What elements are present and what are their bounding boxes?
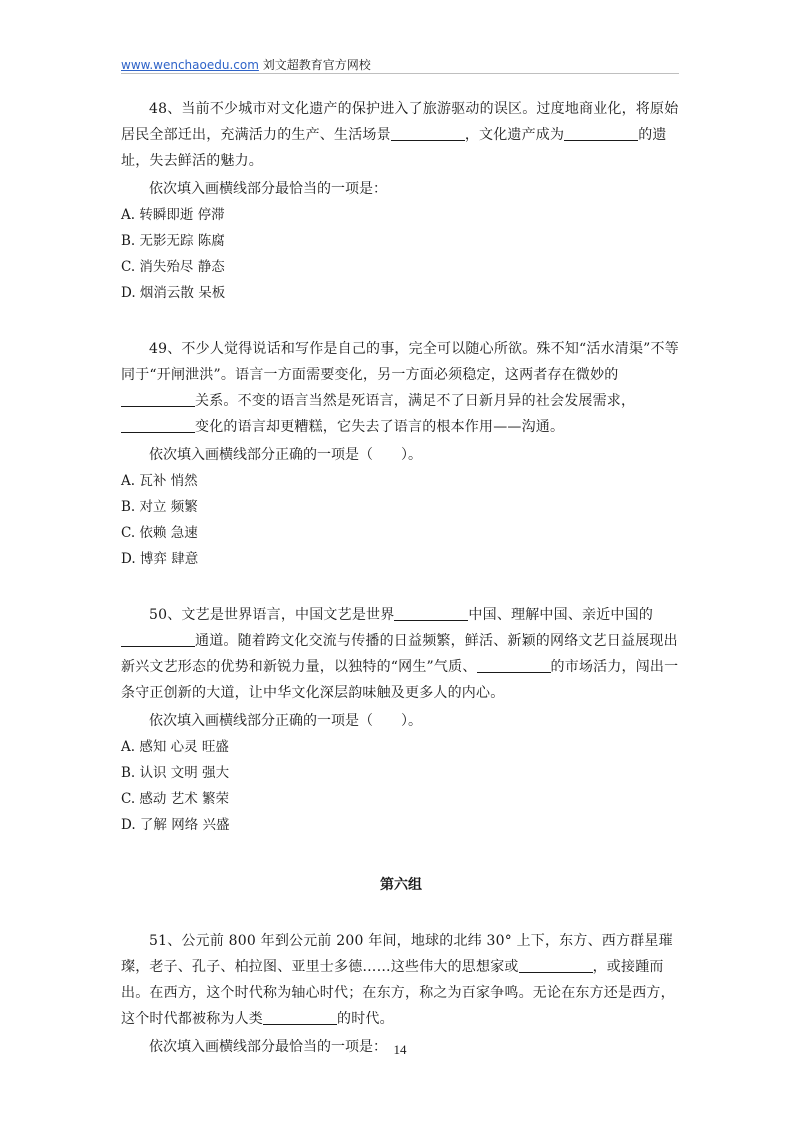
question-51-text-3: 的时代。: [337, 1011, 394, 1027]
question-49-option-b: B. 对立 频繁: [121, 499, 198, 515]
question-48-option-b: B. 无影无踪 陈腐: [121, 233, 225, 249]
question-50-text-1: 50、文艺是世界语言，中国文艺是世界: [149, 607, 395, 623]
question-48-option-c: C. 消失殆尽 静态: [121, 259, 225, 275]
question-49-text-2: 关系。不变的语言当然是死语言，满足不了日新月异的社会发展需求，: [195, 393, 636, 409]
question-51-blank-1: [519, 958, 593, 973]
question-50-text-2: 中国、理解中国、亲近中国的: [468, 607, 654, 623]
question-48-text-2: ，文化遗产成为: [464, 127, 565, 143]
question-49-text-3: 变化的语言却更糟糕，它失去了语言的根本作用——沟通。: [195, 419, 565, 435]
question-49-blank-2: [121, 418, 195, 433]
question-50-stem: [121, 602, 681, 706]
page-content: [121, 96, 681, 1060]
question-50-option-d: D. 了解 网络 兴盛: [121, 817, 230, 833]
question-51-blank-2: [263, 1010, 337, 1025]
question-50-option-c: C. 感动 艺术 繁荣: [121, 791, 230, 807]
question-50-instruction: 依次填入画横线部分正确的一项是（ ）。: [149, 713, 422, 729]
spacer: [121, 306, 681, 336]
question-48-text-3: 的遗址，失去鲜活的魅力。: [121, 127, 667, 169]
question-49-text-1: 49、不少人觉得说话和写作是自己的事，完全可以随心所欲。殊不知“活水清渠”不等同于“开闸泄洪”。语言一方面需要变化，另一方面必须稳定，这两者存在微妙的: [121, 341, 679, 383]
question-48-option-d: D. 烟消云散 呆板: [121, 285, 226, 301]
question-49-stem: [121, 336, 681, 440]
question-51-stem: [121, 928, 681, 1032]
section-title: 第六组: [380, 877, 422, 893]
question-49: [121, 336, 681, 572]
question-50-blank-2: [121, 632, 195, 647]
page-number: 14: [393, 1042, 407, 1057]
question-48-option-a: A. 转瞬即逝 停滞: [121, 207, 225, 223]
question-48-instruction: 依次填入画横线部分最恰当的一项是：: [149, 181, 387, 197]
question-49-blank-1: [121, 392, 195, 407]
question-49-option-d: D. 博弈 肆意: [121, 551, 199, 567]
question-50: [121, 602, 681, 838]
question-51: [121, 928, 681, 1060]
question-49-option-c: C. 依赖 急速: [121, 525, 198, 541]
question-50-option-a: A. 感知 心灵 旺盛: [121, 739, 229, 755]
question-49-instruction: 依次填入画横线部分正确的一项是（ ）。: [149, 447, 422, 463]
question-49-option-a: A. 瓦补 悄然: [121, 473, 198, 489]
question-48-blank-1: [391, 126, 465, 141]
header-org-name: 刘文超教育官方网校: [262, 58, 371, 72]
header-url-link[interactable]: www.wenchaoedu.com: [121, 58, 259, 72]
question-50-option-b: B. 认识 文明 强大: [121, 765, 230, 781]
question-50-blank-3: [477, 658, 551, 673]
question-51-text-2: ，或接踵而出。在西方，这个时代称为轴心时代；在东方，称之为百家争鸣。无论在东方还是西方，这个时代都被称为人类: [121, 959, 675, 1027]
question-51-instruction: 依次填入画横线部分最恰当的一项是：: [149, 1039, 387, 1055]
question-50-text-4: 的市场活力，闯出一条守正创新的大道，让中华文化深层韵味触及更多人的内心。: [121, 659, 679, 701]
header-divider: [121, 73, 679, 74]
question-48-blank-2: [564, 126, 638, 141]
page-header: [121, 56, 371, 73]
question-48: [121, 96, 681, 306]
question-48-stem: [121, 96, 681, 174]
question-50-blank-1: [394, 606, 468, 621]
question-50-text-3: 通道。随着跨文化交流与传播的日益频繁，鲜活、新颖的网络文艺日益展现出新兴文艺形态的优势和新锐力量，以独特的“网生”气质、: [121, 633, 678, 675]
question-48-text-1: 48、当前不少城市对文化遗产的保护进入了旅游驱动的误区。过度地商业化，将原始居民全部迁出，充满活力的生产、生活场景: [121, 101, 679, 143]
question-51-text-1: 51、公元前 800 年到公元前 200 年间，地球的北纬 30° 上下，东方、西方群星璀璨，老子、孔子、柏拉图、亚里士多德……这些伟大的思想家或: [121, 933, 673, 975]
spacer: [121, 572, 681, 602]
